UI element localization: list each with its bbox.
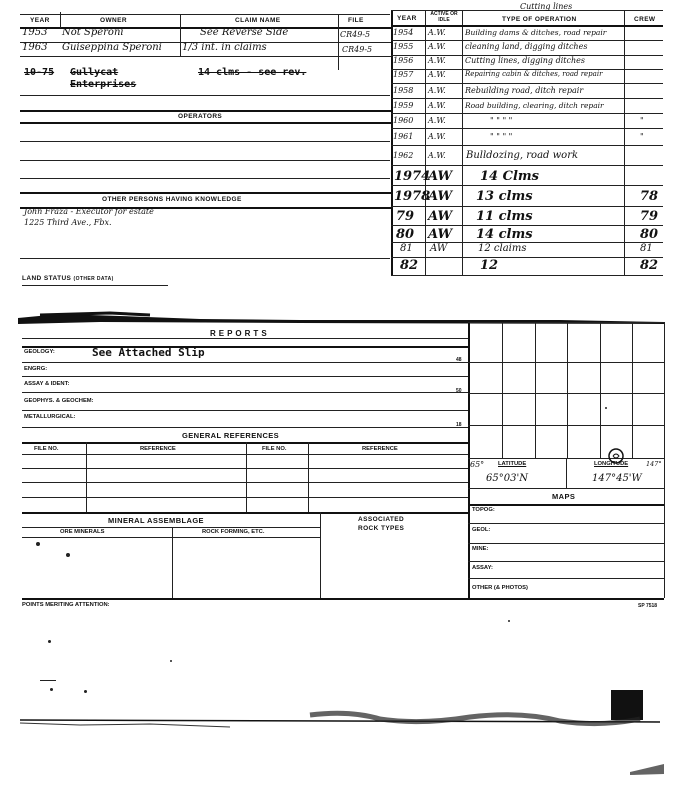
op-row-2-year: 1955 xyxy=(393,42,414,51)
owner-row-1-claim: See Reverse Side xyxy=(200,27,289,38)
gr-reference-1: REFERENCE xyxy=(140,446,176,452)
metallurgical-label: METALLURGICAL: xyxy=(24,414,76,420)
op-row-6-year: 1959 xyxy=(393,101,414,110)
longitude-label: LONGITUDE xyxy=(594,461,629,467)
op-row-4-type: Repairing cabin & ditches, road repair xyxy=(465,70,603,78)
op-row-13-crew: 80 xyxy=(640,227,659,242)
op-row-13-year: 80 xyxy=(396,227,415,242)
owner-row-1-file: CR49-5 xyxy=(340,30,371,39)
others-line-2: 1225 Third Ave., Fbx. xyxy=(24,218,112,227)
general-references-title: GENERAL REFERENCES xyxy=(182,431,280,440)
op-row-3-year: 1956 xyxy=(393,56,414,65)
noise-band xyxy=(0,705,678,755)
speck xyxy=(605,407,607,409)
others-line-1: John Fraza - Executor for estate xyxy=(24,207,154,216)
op-row-8-crew: " xyxy=(640,132,644,141)
rock-types-label: ROCK TYPES xyxy=(358,525,405,532)
op-row-3-active: A.W. xyxy=(428,56,446,65)
maps-other-photos-label: OTHER (& PHOTOS) xyxy=(472,585,528,591)
owner-row-2-claim: 1/3 int. in claims xyxy=(182,42,267,53)
op-row-2-type: cleaning land, digging ditches xyxy=(465,42,588,51)
col-header-year: YEAR xyxy=(30,17,50,24)
col-header-claim-name: CLAIM NAME xyxy=(235,17,281,24)
latitude-value: 65°03'N xyxy=(486,473,528,484)
op-row-7-type: " " " " xyxy=(490,116,513,125)
op-row-12-crew: 79 xyxy=(640,209,659,224)
ore-minerals-label: ORE MINERALS xyxy=(60,529,105,535)
op-row-7-active: A.W. xyxy=(428,116,446,125)
maps-title: MAPS xyxy=(552,492,576,501)
owner-row-2-year: 1963 xyxy=(22,42,48,53)
op-row-8-year: 1961 xyxy=(393,132,414,141)
op-row-9-year: 1962 xyxy=(393,151,414,160)
maps-geol-label: GEOL: xyxy=(472,527,491,533)
reports-num-48: 48 xyxy=(456,357,462,363)
col-header-file: FILE xyxy=(348,17,364,24)
op-row-8-active: A.W. xyxy=(428,132,446,141)
operators-header: OPERATORS xyxy=(178,113,223,120)
op-row-6-type: Road building, clearing, ditch repair xyxy=(465,101,604,110)
points-label: POINTS MERITING ATTENTION: xyxy=(22,602,110,608)
speck xyxy=(48,640,51,643)
op-row-14-active: AW xyxy=(430,243,448,254)
op-row-15-type: 12 xyxy=(480,258,499,273)
op-row-15-crew: 82 xyxy=(640,258,659,273)
associated-label: ASSOCIATED xyxy=(358,516,405,523)
land-status-label: LAND STATUS (OTHER DATA) xyxy=(22,275,114,282)
latitude-label: LATITUDE xyxy=(498,461,527,467)
op-row-1-active: A.W. xyxy=(428,28,446,37)
op-row-5-year: 1958 xyxy=(393,86,414,95)
gr-file-no-1: FILE NO. xyxy=(34,446,59,452)
geology-value: See Attached Slip xyxy=(92,346,205,359)
op-row-7-crew: " xyxy=(640,116,644,125)
op-row-12-year: 79 xyxy=(396,209,415,224)
op-row-8-type: " " " " xyxy=(490,132,513,141)
others-header: OTHER PERSONS HAVING KNOWLEDGE xyxy=(102,196,242,203)
op-row-10-type: 14 Clms xyxy=(480,169,539,184)
engrg-label: ENGRG: xyxy=(24,366,48,372)
geology-label: GEOLOGY: xyxy=(24,349,55,355)
gr-reference-2: REFERENCE xyxy=(362,446,398,452)
op-row-11-active: AW xyxy=(428,189,453,204)
speck xyxy=(508,620,510,622)
maps-topog-label: TOPOG: xyxy=(472,507,495,513)
op-row-7-year: 1960 xyxy=(393,116,414,125)
op-header-active: ACTIVE OR IDLE xyxy=(430,11,458,23)
noise-corner xyxy=(630,762,666,776)
op-row-2-active: A.W. xyxy=(428,42,446,51)
op-row-4-year: 1957 xyxy=(393,70,414,79)
reports-num-18: 18 xyxy=(456,422,462,428)
op-row-11-year: 1978 xyxy=(394,189,431,204)
op-row-4-active: A.W. xyxy=(428,70,446,79)
op-row-9-active: A.W. xyxy=(428,151,446,160)
speck xyxy=(84,690,87,693)
owner-row-1-year: 1953 xyxy=(22,27,48,38)
form-code: SP 7518 xyxy=(638,603,658,609)
op-row-11-type: 13 clms xyxy=(476,189,533,204)
op-row-10-year: 1974 xyxy=(394,169,431,184)
op-header-type: TYPE OF OPERATION xyxy=(502,16,577,23)
op-row-14-type: 12 claims xyxy=(478,243,527,254)
owner-row-2-owner: Guiseppina Speroni xyxy=(62,42,162,53)
op-row-13-active: AW xyxy=(428,227,453,242)
owner-row-1-owner: Not Speroni xyxy=(62,27,124,38)
op-row-14-crew: 81 xyxy=(640,243,653,254)
speck xyxy=(50,688,53,691)
rock-forming-label: ROCK FORMING, ETC. xyxy=(202,529,265,535)
gr-file-no-2: FILE NO. xyxy=(262,446,287,452)
op-row-10-active: AW xyxy=(428,169,453,184)
speck xyxy=(66,553,70,557)
reports-num-50: 50 xyxy=(456,388,462,394)
op-row-5-type: Rebuilding road, ditch repair xyxy=(465,86,584,95)
owner-row-3-claim: 14 clms - see rev. xyxy=(198,67,307,78)
maps-mine-label: MINE: xyxy=(472,546,489,552)
speck xyxy=(170,660,172,662)
col-header-owner: OWNER xyxy=(100,17,127,24)
op-row-1-type: Building dams & ditches, road repair xyxy=(465,28,607,37)
longitude-suffix: 147° xyxy=(646,460,662,468)
torn-edge xyxy=(0,310,678,330)
op-header-crew: CREW xyxy=(634,16,656,23)
lat-deg-prefix: 65° xyxy=(470,460,485,469)
op-row-15-year: 82 xyxy=(400,258,419,273)
op-row-3-type: Cutting lines, digging ditches xyxy=(465,56,585,65)
op-row-5-active: A.W. xyxy=(428,86,446,95)
op-row-1-year: 1954 xyxy=(393,28,414,37)
op-row-12-active: AW xyxy=(428,209,453,224)
op-note-above: Cutting lines xyxy=(520,2,573,11)
op-row-12-type: 11 clms xyxy=(476,209,533,224)
mineral-assemblage-title: MINERAL ASSEMBLAGE xyxy=(108,516,204,525)
reports-title: R E P O R T S xyxy=(210,329,268,338)
op-row-14-year: 81 xyxy=(400,243,413,254)
op-row-6-active: A.W. xyxy=(428,101,446,110)
speck xyxy=(36,542,40,546)
op-row-11-crew: 78 xyxy=(640,189,659,204)
longitude-value: 147°45'W xyxy=(592,473,642,484)
op-header-year: YEAR xyxy=(397,15,417,22)
op-row-13-type: 14 clms xyxy=(476,227,533,242)
maps-assay-label: ASSAY: xyxy=(472,565,493,571)
owner-row-2-file: CR49-5 xyxy=(342,45,373,54)
owner-row-3-owner: Gullycat Enterprises xyxy=(70,67,137,90)
owner-row-3-year: 10-75 xyxy=(24,67,55,78)
op-row-9-type: Bulldozing, road work xyxy=(466,150,579,161)
geophys-label: GEOPHYS. & GEOCHEM: xyxy=(24,398,94,404)
assay-ident-label: ASSAY & IDENT: xyxy=(24,381,70,387)
